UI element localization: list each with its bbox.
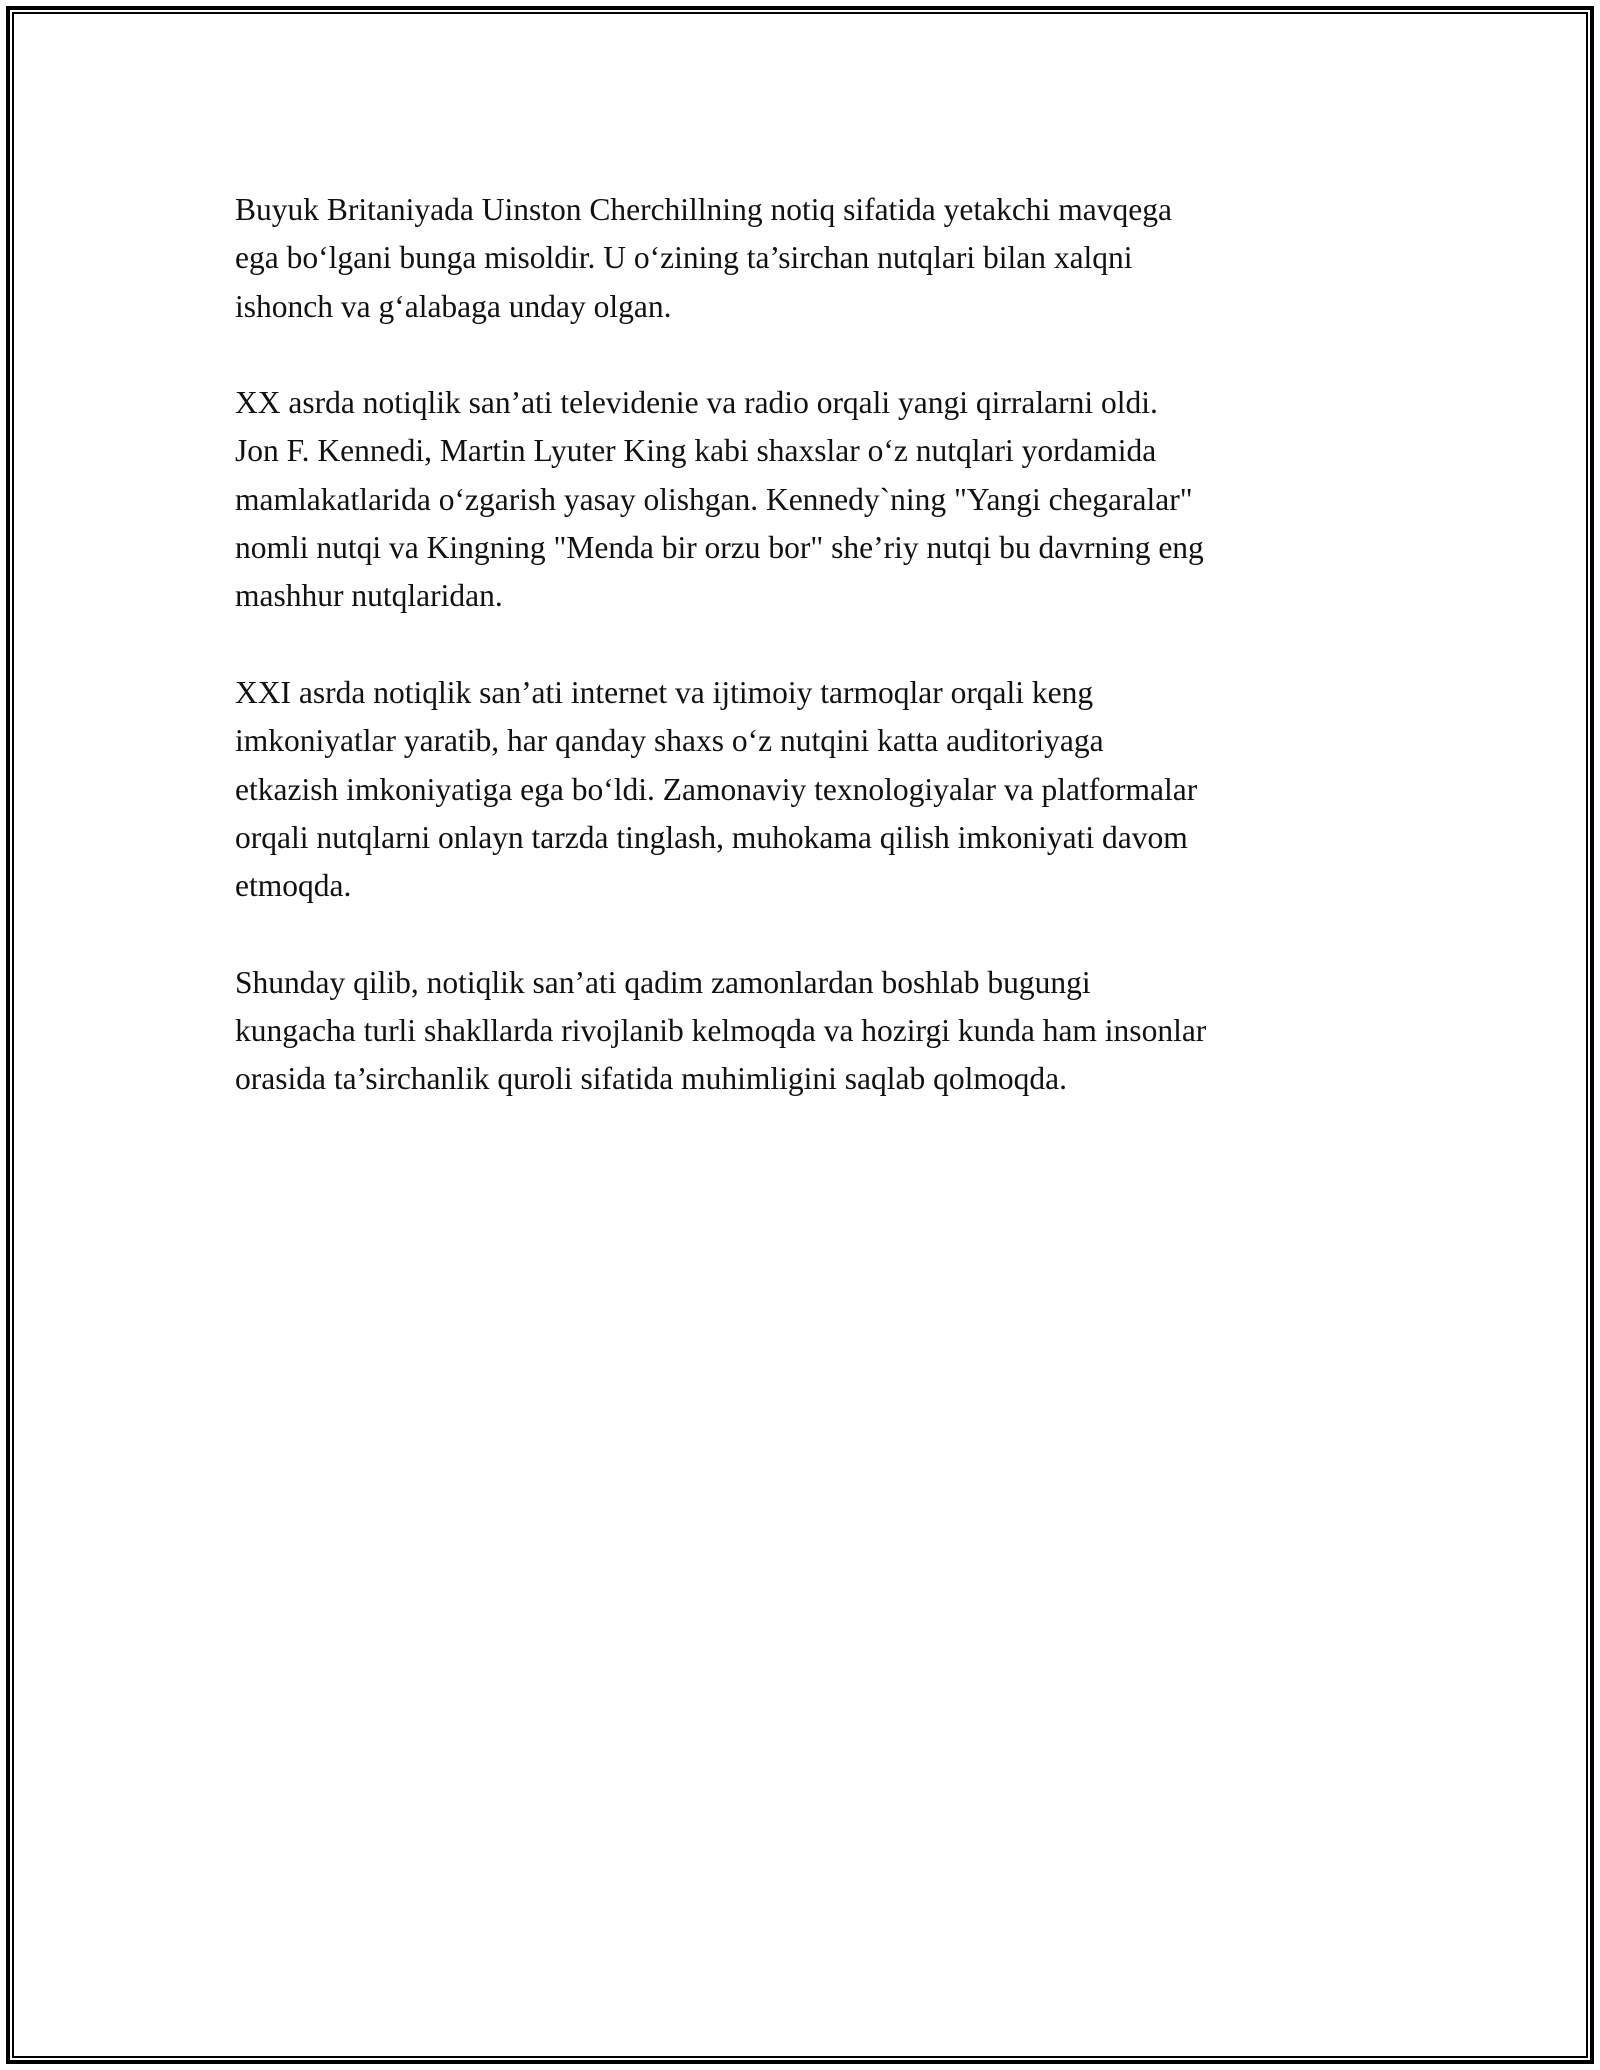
text-line: ishonch va g‘alabaga unday olgan. bbox=[235, 288, 672, 324]
text-line: Shunday qilib, notiqlik san’ati qadim zamonlardan boshlab bugungi bbox=[235, 964, 1091, 1000]
text-line: ega bo‘lgani bunga misoldir. U o‘zining ta’sirchan nutqlari bilan xalqni bbox=[235, 240, 1133, 276]
document-body bbox=[235, 186, 1395, 1152]
paragraph-1 bbox=[235, 186, 1395, 331]
text-line: kungacha turli shakllarda rivojlanib kelmoqda va hozirgi kunda ham insonlar bbox=[235, 1013, 1207, 1049]
text-line: XX asrda notiqlik san’ati televidenie va radio orqali yangi qirralarni oldi. bbox=[235, 385, 1158, 421]
paragraph-2 bbox=[235, 379, 1395, 620]
text-line: nomli nutqi va Kingning "Menda bir orzu bor" she’riy nutqi bu davrning eng bbox=[235, 530, 1204, 566]
text-line: imkoniyatlar yaratib, har qanday shaxs o‘z nutqini katta auditoriyaga bbox=[235, 723, 1104, 759]
paragraph-4 bbox=[235, 959, 1395, 1104]
text-line: mashhur nutqlaridan. bbox=[235, 578, 503, 614]
text-line: mamlakatlarida o‘zgarish yasay olishgan. Kennedy`ning "Yangi chegaralar" bbox=[235, 481, 1193, 517]
text-line: etmoqda. bbox=[235, 868, 352, 904]
text-line: orasida ta’sirchanlik quroli sifatida muhimligini saqlab qolmoqda. bbox=[235, 1061, 1067, 1097]
text-line: Buyuk Britaniyada Uinston Cherchillning notiq sifatida yetakchi mavqega bbox=[235, 192, 1172, 227]
text-line: orqali nutqlarni onlayn tarzda tinglash, muhokama qilish imkoniyati davom bbox=[235, 819, 1188, 855]
paragraph-3 bbox=[235, 669, 1395, 910]
text-line: etkazish imkoniyatiga ega bo‘ldi. Zamonaviy texnologiyalar va platformalar bbox=[235, 771, 1198, 807]
text-line: Jon F. Kennedi, Martin Lyuter King kabi shaxslar o‘z nutqlari yordamida bbox=[235, 433, 1157, 469]
text-line: XXI asrda notiqlik san’ati internet va ijtimoiy tarmoqlar orqali keng bbox=[235, 674, 1094, 710]
